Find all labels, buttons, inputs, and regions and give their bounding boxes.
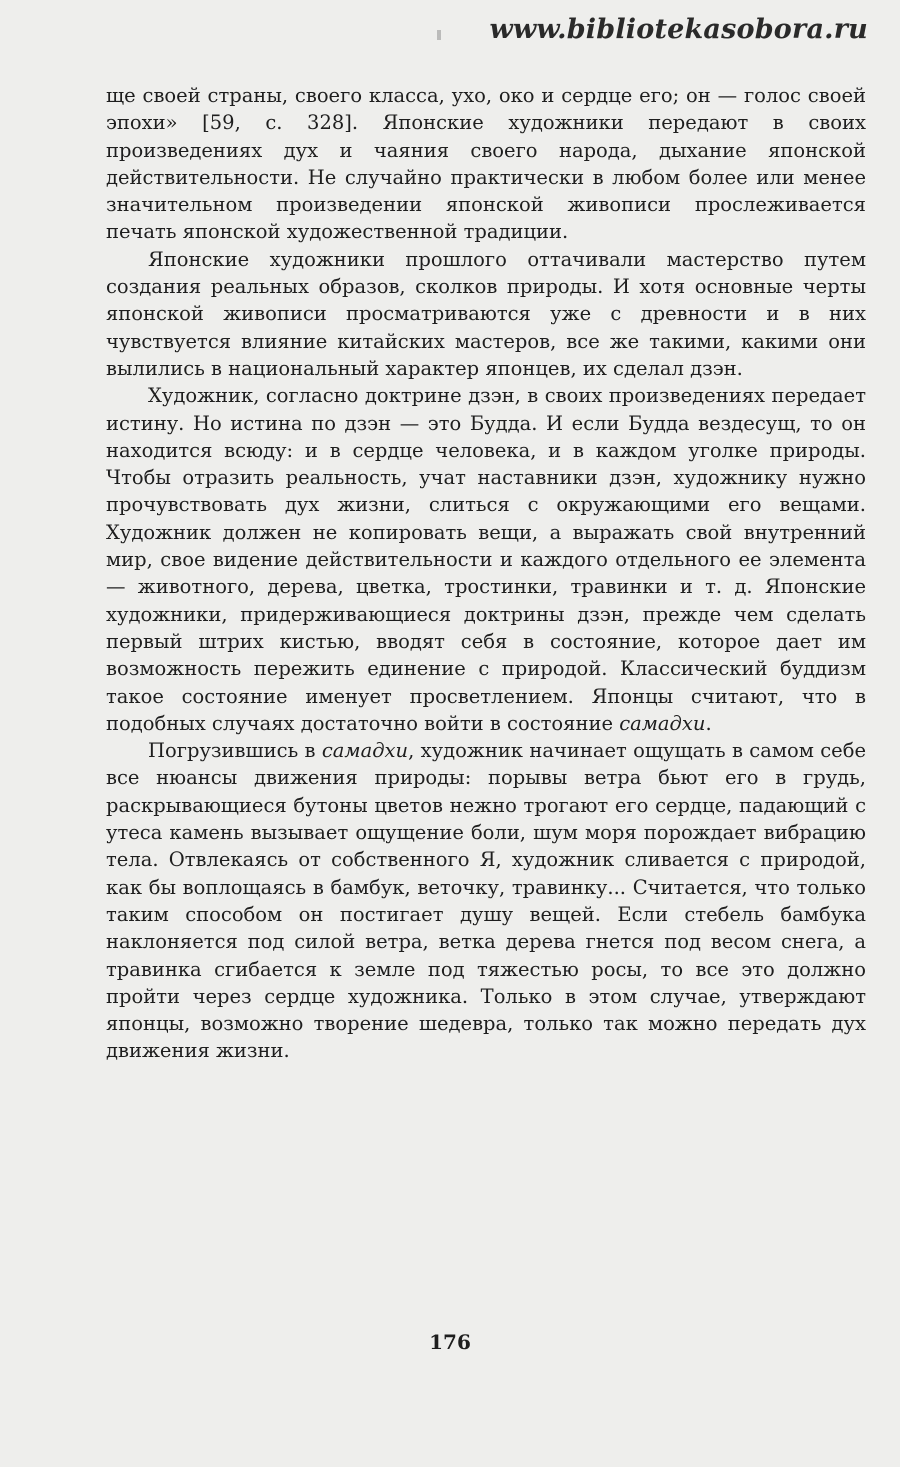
paragraph-3-term: самадхи [619,711,706,735]
paragraph-3-text: Художник, согласно доктрине дзэн, в своих произведениях передает истину. Но истина по дзэн — это Будда. И если Будда вездесущ, то он находится всюду: и в сердце человека, и в каждом уголке природы. Чтобы отразить реальность, учат наставники дзэн, художнику нужно прочувствовать дух жизни, слиться с окружающими его вещами. Художник должен не копировать вещи, а выражать свой внутренний мир, свое видение действительности и каждого отдельного ее элемента — животного, дерева, цветка, тростинки, травинки и т. д. Японские художники, придерживающиеся доктрины дзэн, прежде чем сделать первый штрих кистью, вводят себя в состояние, которое дает им возможность пережить единение с природой. Классический буддизм такое состояние именует просветлением. Японцы считают, что в подобных случаях достаточно войти в состояние [106,384,866,735]
paragraph-1: ще своей страны, своего класса, ухо, око и сердце его; он — голос своей эпохи» [59, с. 328]. Японские художники передают в своих произведениях дух и чаяния своего народа, дыхание японской действительности. Не случайно практически в любом более или менее значительном произведении японской живописи прослеживается печать японской художественной традиции. [106,84,866,244]
paragraph-4-start: Погрузившись в [148,739,322,763]
paragraph-4-text: , художник начинает ощущать в самом себе все нюансы движения природы: порывы ветра бьют его в грудь, раскрывающиеся бутоны цветов нежно трогают его сердце, падающий с утеса камень вызывает ощущение боли, шум моря порождает вибрацию тела. Отвлекаясь от собственного Я, художник сливается с природой, как бы воплощаясь в бамбук, веточку, травинку... Считается, что только таким способом он постигает душу вещей. Если стебель бамбука наклоняется под силой ветра, ветка дерева гнется под весом снега, а травинка сгибается к земле под тяжестью росы, то все это должно пройти через сердце художника. Только в этом случае, утверждают японцы, возможно творение шедевра, только так можно передать дух движения жизни. [106,739,866,1063]
paragraph-4-term: самадхи [321,739,409,763]
paragraph-3 [106,382,866,737]
site-watermark: www.bibliotekasobora.ru [489,14,868,45]
paragraph-4 [106,737,866,1065]
paragraph-3-end: . [705,711,712,735]
paragraph-2: Японские художники прошлого оттачивали мастерство путем создания реальных образов, сколков природы. И хотя основные черты японской живописи просматриваются уже с древности и в них чувствуется влияние китайских мастеров, все же такими, какими они вылились в национальный характер японцев, их сделал дзэн. [106,247,866,380]
body-text [106,82,866,1065]
scan-speck [437,30,441,40]
page-number: 176 [429,1330,471,1354]
